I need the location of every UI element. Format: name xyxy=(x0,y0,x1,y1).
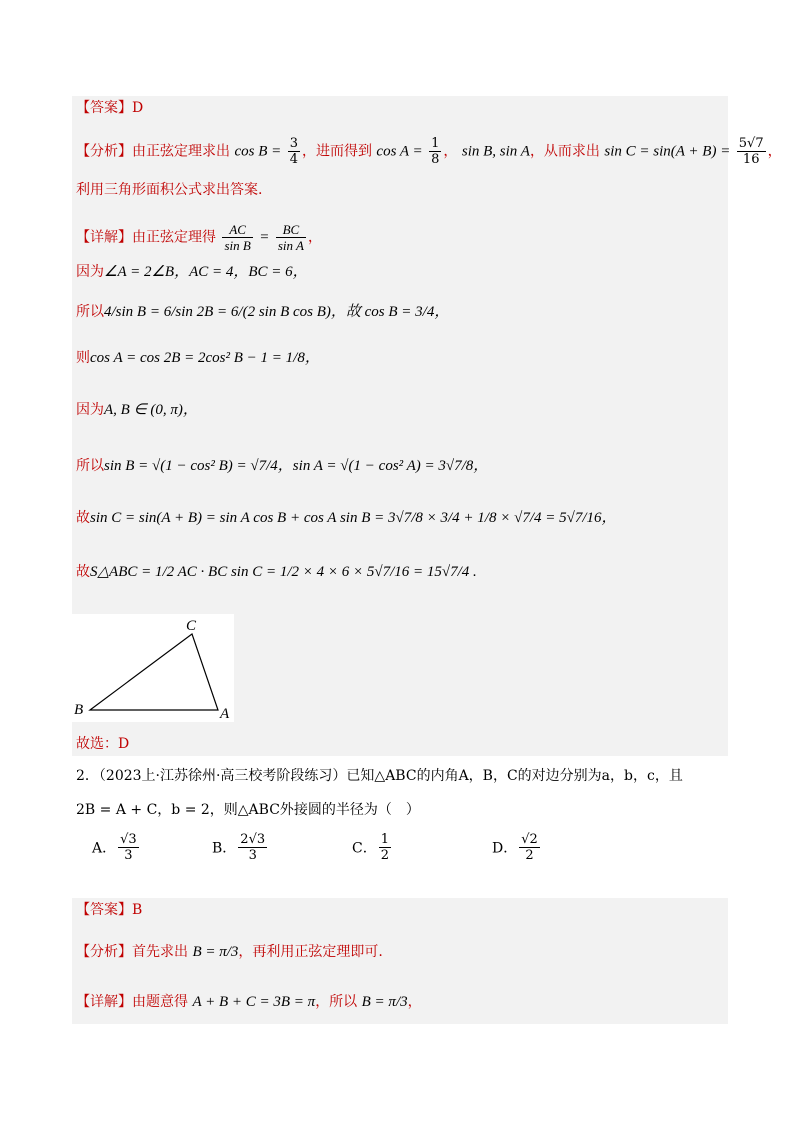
option-label: D． xyxy=(492,840,518,857)
option-label: C． xyxy=(352,840,377,857)
detail-1-line-2: 因为∠A = 2∠B，AC = 4，BC = 6， xyxy=(76,264,308,280)
detail-1-line-5: 因为A, B ∈ (0, π)， xyxy=(76,402,198,418)
option-label: B． xyxy=(212,840,237,857)
detail-2: 【详解】由题意得 A + B + C = 3B = π，所以 B = π/3， xyxy=(76,994,422,1010)
option-fraction: $\frac{1}{2}$ xyxy=(380,832,389,863)
fraction: $\frac{5√7}{16}$ xyxy=(738,136,764,167)
option-fraction: $\frac{√3}{3}$ xyxy=(120,832,137,863)
analysis-1: 【分析】由正弦定理求出 cos B = $\frac{3}{4}$ ，进而得到 cos A = $\frac{1}{8}$ ， sin B, sin A，从而求出 sin C = sin(A + B) = $\frac{5√7}{16}$ ， xyxy=(76,136,782,167)
answer-1: 【答案】D xyxy=(76,100,144,116)
analysis-1-line-2: 利用三角形面积公式求出答案. xyxy=(76,182,263,198)
choice-1: 故选：D xyxy=(76,736,130,752)
option-fraction: $\frac{2√3}{3}$ xyxy=(240,832,266,863)
detail-1-line-3: 所以4/sin B = 6/sin 2B = 6/(2 sin B cos B)，故 cos B = 3/4， xyxy=(76,304,450,320)
vertex-label-c: C xyxy=(186,618,197,634)
detail-1-line-4: 则cos A = cos 2B = 2cos² B − 1 = 1/8， xyxy=(76,350,320,366)
option-label: A． xyxy=(92,840,117,857)
question-2-line-1: 2．（2023上·江苏徐州·高三校考阶段练习）已知△ABC的内角A，B，C的对边分别为a，b，c，且 xyxy=(76,768,683,784)
fraction: $\frac{3}{4}$ xyxy=(289,136,298,167)
answer-2: 【答案】B xyxy=(76,902,143,918)
triangle-figure xyxy=(72,614,234,722)
option-d[interactable] xyxy=(492,832,542,863)
triangle-diagram xyxy=(72,614,234,722)
option-a[interactable] xyxy=(92,832,141,863)
vertex-label-a: A xyxy=(220,706,230,722)
vertex-label-b: B xyxy=(74,702,84,718)
fraction: $\frac{BC}{\text{sin A}}$ xyxy=(277,222,304,253)
detail-1-line-7: 故sin C = sin(A + B) = sin A cos B + cos A sin B = 3√7/8 × 3/4 + 1/8 × √7/4 = 5√7/16， xyxy=(76,510,617,526)
detail-1-line-8: 故S△ABC = 1/2 AC · BC sin C = 1/2 × 4 × 6 × 5√7/16 = 15√7/4 . xyxy=(76,564,477,580)
triangle-abc xyxy=(90,634,218,710)
option-fraction: $\frac{√2}{2}$ xyxy=(521,832,538,863)
detail-label: 【详解】 xyxy=(76,229,132,246)
analysis-2: 【分析】首先求出 B = π/3，再利用正弦定理即可. xyxy=(76,944,383,960)
fraction: $\frac{1}{8}$ xyxy=(431,136,440,167)
option-b[interactable] xyxy=(212,832,269,863)
fraction: $\frac{AC}{\text{sin B}}$ xyxy=(224,222,251,253)
detail-1: 【详解】由正弦定理得 $\frac{AC}{\text{sin B}}$ = $\frac{BC}{\text{sin A}}$ ， xyxy=(76,222,322,253)
analysis-label: 【分析】 xyxy=(76,143,132,160)
question-2-line-2: 2B = A + C，b = 2，则△ABC外接圆的半径为（ ） xyxy=(76,802,420,818)
detail-1-line-6: 所以sin B = √(1 − cos² B) = √7/4，sin A = √(1 − cos² A) = 3√7/8， xyxy=(76,458,489,474)
option-c[interactable] xyxy=(352,832,393,863)
